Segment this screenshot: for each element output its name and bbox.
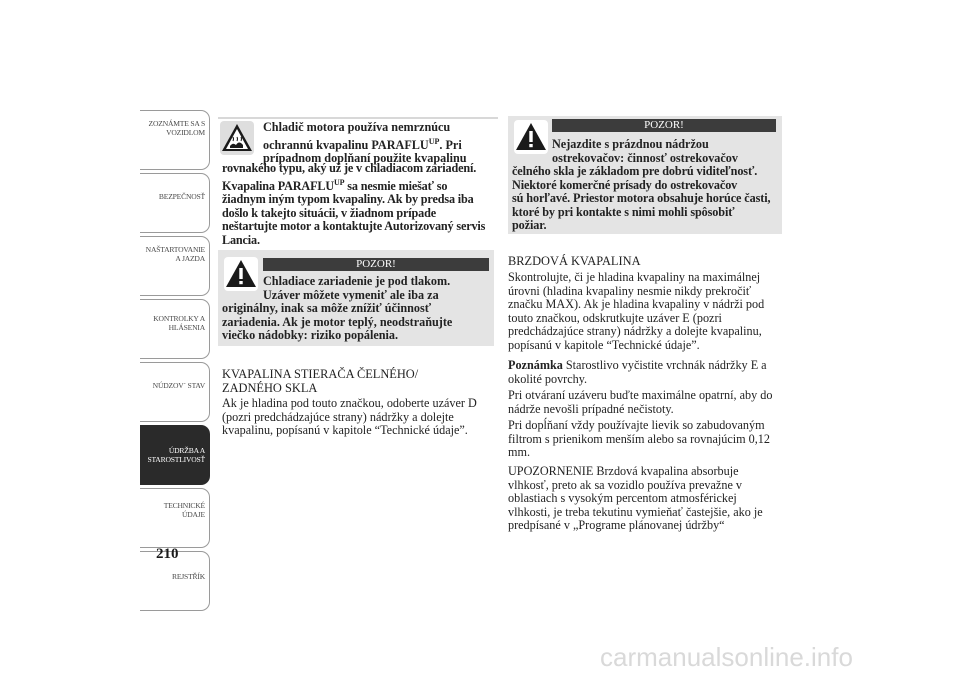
hand-hot-warning-icon: [220, 121, 254, 155]
tab-label: KONTROLKY A: [153, 314, 205, 323]
tab-label: BEZPEČNOSŤ: [158, 192, 205, 201]
body-line: UPOZORNENIE Brzdová kvapalina absorbuje: [508, 464, 739, 478]
tab-bezpecnost[interactable]: [140, 173, 210, 233]
note-line: Chladič motora používa nemrznúcu: [263, 120, 451, 134]
body-line: úrovni (hladina kvapaliny nesmie nikdy prekročiť: [508, 283, 752, 298]
warning-line: viečko nádobky: riziko popálenia.: [222, 328, 399, 342]
section-heading: BRZDOVÁ KVAPALINA: [508, 254, 641, 268]
body-line: okolité povrchy.: [508, 371, 588, 386]
tab-nastartovanie[interactable]: [140, 236, 210, 296]
body-line: nádrže nevošli prípadné nečistoty.: [508, 401, 674, 416]
tab-label: A JAZDA: [175, 254, 205, 263]
body-line: filtrom s prienikom menším alebo sa rovnajúcim 0,12: [508, 431, 770, 446]
note-label: Poznámka: [508, 358, 563, 372]
tab-udrzba-active[interactable]: [140, 425, 210, 485]
note-line: došlo k takejto situácii, v žiadnom prípade: [222, 205, 436, 220]
body-line: predchádzajúce strany) nádržky a dolejte kvapalinu,: [508, 324, 762, 338]
body-line: predpísané v „Programe plánovanej údržby“: [508, 518, 725, 532]
warning-line: originálny, inak sa môže znížiť účinnosť: [222, 301, 432, 315]
warning-header: POZOR!: [552, 119, 776, 132]
warning-line: Nejazdite s prázdnou nádržou: [552, 137, 709, 151]
warning-line: požiar.: [512, 218, 547, 232]
note-line: Lancia.: [222, 232, 260, 247]
tab-label: TECHNICKÉ: [163, 501, 205, 510]
warning-triangle-icon: [224, 257, 258, 291]
body-line: kvapalinu, popísanú v kapitole “Technické údaje”.: [222, 423, 468, 437]
page-number: 210: [156, 546, 179, 562]
body-line: Ak je hladina pod touto značkou, odoberte uzáver D: [222, 396, 477, 410]
note-line: Kvapalina $PARAFLU^{UP}$ sa nesmie miešať so: [222, 177, 448, 193]
note-line: žiadnym iným typom kvapaliny. Ak by predsa iba: [222, 192, 474, 207]
warning-line: Niektoré komerčné prísady do ostrekovačov: [512, 177, 738, 192]
tab-label: VOZIDLOM: [166, 128, 205, 137]
warning-line: Chladiace zariadenie je pod tlakom.: [263, 274, 451, 288]
note-line: neštartujte motor a kontaktujte Autorizovaný servis: [222, 219, 486, 234]
warning-line: čelného skla je základom pre dobrú viditeľnosť.: [512, 164, 758, 178]
body-line: vlhkosti, je treba tekutinu vymieňať častejšie, ako je: [508, 504, 763, 519]
warning-triangle-icon: [514, 120, 548, 154]
warning-line: ostrekovačov: činnosť ostrekovačov: [552, 150, 738, 165]
tab-label: ÚDAJE: [181, 510, 205, 519]
warning-header: POZOR!: [263, 258, 489, 271]
body-line: oblastiach s vysokým percentom atmosférickej: [508, 491, 737, 505]
warning-line: sú horľavé. Priestor motora obsahuje horúce časti,: [512, 191, 771, 205]
body-line: vlhkosť, preto ak sa vozidlo používa prevažne v: [508, 477, 742, 492]
body-line: touto značkou, odskrutkujte uzáver E (pozri: [508, 310, 722, 325]
tab-nudzovy-stav[interactable]: [140, 362, 210, 422]
section-heading: ZADNÉHO SKLA: [222, 380, 318, 395]
warning-line: ktoré by pri kontakte s nimi mohli spôsobiť: [512, 204, 735, 219]
body-line: mm.: [508, 445, 531, 459]
tab-label: ÚDRŽBA A: [168, 446, 205, 455]
tab-label: HLÁSENIA: [168, 323, 205, 332]
note-line: ochrannú kvapalinu $PARAFLU^{UP}$. Pri: [263, 136, 462, 152]
tab-label: ZOZNÁMTE SA S: [148, 119, 205, 128]
watermark: carmanualsonline.info: [600, 642, 853, 672]
tab-label: STAROSTLIVOSŤ: [147, 455, 205, 464]
warning-line: zariadenia. Ak je motor teplý, neodstraňujte: [222, 314, 453, 329]
body-line: popísanú v kapitole “Technické údaje”.: [508, 337, 700, 352]
tab-technicke-udaje[interactable]: [140, 488, 210, 548]
warning-line: Uzáver môžete vymeniť ale iba za: [263, 287, 439, 302]
note-line: prípadnom doplňaní použite kvapalinu: [263, 151, 467, 166]
body-line: (pozri predchádzajúce strany) nádržky a dolejte: [222, 409, 454, 424]
note-paragraph: Poznámka Starostlivo vyčistite vrchnák nádržky E a: [508, 358, 767, 372]
section-heading: KVAPALINA STIERAČA ČELNÉHO/: [222, 367, 419, 381]
tab-zoznamte-sa[interactable]: [140, 110, 210, 170]
note-top-rule: [218, 117, 498, 119]
body-line: značku MAX). Ak je hladina kvapaliny v nádrži pod: [508, 297, 765, 311]
tab-label: NÚDZOV´ STAV: [152, 381, 205, 390]
tab-label: REJSTŘÍK: [172, 572, 205, 581]
tab-kontrolky[interactable]: [140, 299, 210, 359]
body-line: Pri dopĺňaní vždy používajte lievik so zabudovaným: [508, 418, 765, 432]
body-line: Skontrolujte, či je hladina kvapaliny na maximálnej: [508, 270, 761, 284]
tab-label: NAŠTARTOVANIE: [145, 245, 205, 254]
body-line: Pri otváraní uzáveru buďte maximálne opatrní, aby do: [508, 388, 773, 402]
note-line: rovnakého typu, aký už je v chladiacom zariadení.: [222, 161, 477, 175]
